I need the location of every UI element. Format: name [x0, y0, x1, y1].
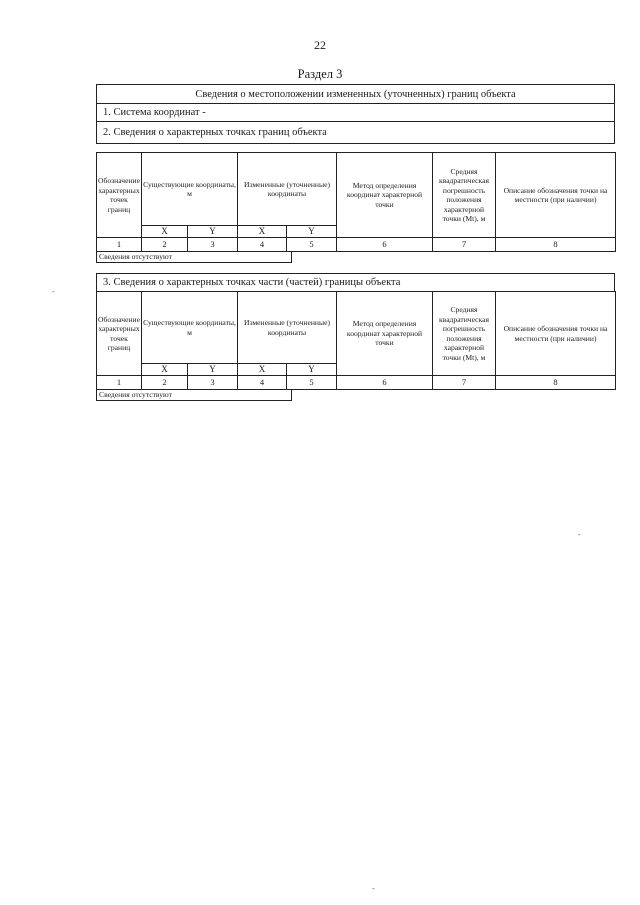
- absent-note: Сведения отсутствуют: [96, 252, 292, 263]
- col-changed-x: X: [238, 364, 287, 376]
- coord-system-row: 1. Система координат -: [97, 103, 614, 121]
- col-number: 2: [142, 376, 188, 390]
- col-changed: Измененные (уточненные) координаты: [238, 153, 337, 226]
- col-number: 2: [142, 238, 188, 252]
- margin-mark: -: [578, 530, 581, 539]
- section-title: Раздел 3: [297, 67, 343, 81]
- points-title-row: 2. Сведения о характерных точках границ объекта: [97, 121, 614, 143]
- col-number: 1: [97, 238, 142, 252]
- parts-title: 3. Сведения о характерных точках части (частей) границы объекта: [103, 277, 401, 288]
- col-number: 3: [188, 376, 238, 390]
- col-existing-y: Y: [188, 364, 238, 376]
- parts-table: [96, 291, 616, 390]
- col-existing-x: X: [142, 364, 188, 376]
- col-designation: Обозначение характерных точек границ: [97, 292, 142, 376]
- col-number: 8: [496, 376, 616, 390]
- col-number: 6: [337, 376, 433, 390]
- col-number: 4: [238, 376, 287, 390]
- col-changed-y: Y: [287, 364, 337, 376]
- margin-mark: -: [372, 884, 375, 893]
- header-box: [96, 84, 615, 144]
- col-method: Метод определения координат характерной точки: [337, 153, 433, 238]
- col-designation: Обозначение характерных точек границ: [97, 153, 142, 238]
- col-number: 5: [287, 376, 337, 390]
- col-method: Метод определения координат характерной точки: [337, 292, 433, 376]
- col-description: Описание обозначения точки на местности (при наличии): [496, 153, 616, 238]
- absent-note: Сведения отсутствуют: [96, 390, 292, 401]
- col-number: 8: [496, 238, 616, 252]
- col-description: Описание обозначения точки на местности (при наличии): [496, 292, 616, 376]
- col-number: 3: [188, 238, 238, 252]
- points-table: [96, 152, 616, 252]
- col-precision: Средняя квадратическая погрешность положения характерной точки (Mt), м: [433, 292, 496, 376]
- col-number: 1: [97, 376, 142, 390]
- header-title: Сведения о местоположении измененных (уточненных) границ объекта: [195, 88, 516, 100]
- col-changed-y: Y: [287, 226, 337, 238]
- col-existing: Существующие координаты, м: [142, 153, 238, 226]
- col-existing-x: X: [142, 226, 188, 238]
- col-changed-x: X: [238, 226, 287, 238]
- col-number: 7: [433, 376, 496, 390]
- page-number: 22: [314, 38, 326, 52]
- col-number: 7: [433, 238, 496, 252]
- col-changed: Измененные (уточненные) координаты: [238, 292, 337, 364]
- col-number: 6: [337, 238, 433, 252]
- margin-mark: -: [52, 287, 55, 296]
- col-number: 4: [238, 238, 287, 252]
- col-existing: Существующие координаты, м: [142, 292, 238, 364]
- parts-block: [96, 273, 615, 401]
- col-precision: Средняя квадратическая погрешность положения характерной точки (Mt), м: [433, 153, 496, 238]
- col-number: 5: [287, 238, 337, 252]
- col-existing-y: Y: [188, 226, 238, 238]
- points-table-block: [96, 152, 615, 263]
